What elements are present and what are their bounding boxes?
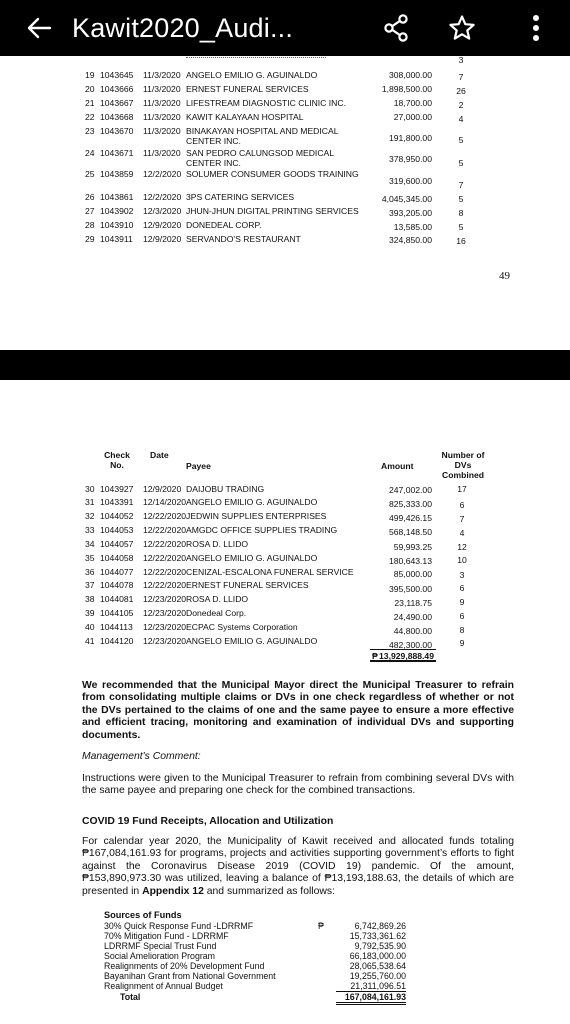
cell-text: ECPAC Systems Corporation [186,622,298,632]
cell-text: CENTER INC. [186,136,241,146]
cell-text: 18,700.00 [393,98,432,108]
column-header-date: Date [150,450,169,460]
cell-text: 11/3/2020 [143,112,181,122]
cell-text: 7 [458,72,464,82]
cell-text: 29 [85,234,95,244]
cell-text: 23 [85,126,95,136]
cell-text: 319,600.00 [388,176,432,186]
cell-text: 26 [85,192,95,202]
cell-text: 37 [85,580,95,590]
cell-text: 1044053 [100,525,134,535]
cell-text: 27 [85,206,95,216]
cell-text: 25 [85,169,95,179]
cell-text: 12/22/2020 [143,511,187,521]
cell-text: 33 [85,525,95,535]
cell-text: 85,000.00 [393,569,432,579]
cell-text: 44,800.00 [393,626,432,636]
sources-heading: Sources of Funds [104,910,182,920]
page-number: 49 [499,270,510,282]
cell-text: ROSA D. LLIDO [186,594,249,604]
cell-text: 1044058 [100,553,134,563]
cell-text: 1044113 [100,622,133,632]
source-row [104,961,414,971]
cell-text: 8 [458,208,464,218]
cell-text: SOLUMER CONSUMER GOODS TRAINING [186,169,359,179]
cell-text: 66,183,000.00 [349,951,406,961]
cell-text: 28 [85,220,95,230]
cell-text: 10 [457,555,467,565]
cell-text: 1043927 [100,484,134,494]
management-comment-text: Instructions were given to the Municipal Treasurer to refrain from combining several DVs with the same payee and preparing one check for the combined transactions. [82,773,514,797]
cell-text: JHUN-JHUN DIGITAL PRINTING SERVICES [186,206,359,216]
cell-text: 12/23/2020 [143,594,187,604]
cell-text: 30 [85,484,95,494]
cell-text: 12/3/2020 [143,206,182,216]
cell-text: 41 [85,636,95,646]
cell-text: 24,490.00 [393,612,432,622]
cell-text: 24 [85,148,95,158]
cell-text: 19 [85,70,95,80]
cell-text: JEDWIN SUPPLIES ENTERPRISES [186,511,327,521]
column-header-dvs: Number of DVs Combined [441,450,485,480]
cell-text: 9,792,535.90 [354,941,406,951]
document-title: Kawit2020_Audi... [72,12,294,43]
clipped-text-fragment [186,56,326,58]
pdf-page-49 [0,56,570,350]
cell-text: 1043391 [100,497,134,507]
cell-text: 26 [456,86,466,96]
cell-text: 482,300.00 [388,640,432,650]
star-icon [448,14,476,42]
cell-text: 5 [458,222,464,232]
cell-text: CENTER INC. [186,158,241,168]
cell-text: 3 [458,56,464,65]
cell-text: 1043861 [100,192,134,202]
cell-text: 9 [459,597,465,607]
cell-text: 6,742,869.26 [354,921,406,931]
cell-text: 23,118.75 [394,598,432,608]
cell-text: 6 [459,611,465,621]
source-row [104,921,414,931]
cell-text: 1043910 [100,220,134,230]
cell-text: 12/2/2020 [143,192,182,202]
cell-text: 324,850.00 [388,235,432,245]
cell-text: Bayanihan Grant from National Government [104,971,276,981]
cell-text: 1043668 [100,112,134,122]
cell-text: 21 [85,98,95,108]
cell-text: 1043902 [100,206,134,216]
cell-text: For calendar year 2020, the Municipality of Kawit received and allocated funds totaling ₱167,084,161.93 for programs, projects and activities supporting government’s efforts to fight against the Coronavirus Disease 2019 (COVID 19) pandemic. Of the amount, ₱153,890,973.30 was utilized, leaving a balance of ₱13,193,188.63, the details of which are presented in [82,836,514,897]
cell-text: LIFESTREAM DIAGNOSTIC CLINIC INC. [186,98,346,108]
cell-text: Total [120,992,141,1002]
cell-text: AMGDC OFFICE SUPPLIES TRADING [186,525,338,535]
covid-section-heading: COVID 19 Fund Receipts, Allocation and Utilization [82,816,334,827]
cell-text: 12/22/2020 [143,525,187,535]
cell-text: 15,733,361.62 [349,931,406,941]
cell-text: 180,643.13 [388,556,432,566]
cell-text: 12/22/2020 [143,539,187,549]
cell-text: 12/23/2020 [143,636,187,646]
cell-text: 191,800.00 [388,133,432,143]
cell-text: 17 [457,484,467,494]
cell-text: 12/23/2020 [143,608,187,618]
share-button[interactable] [374,0,418,56]
cell-text: 11/3/2020 [143,84,181,94]
cell-text: 5 [458,135,464,145]
cell-text: 12/22/2020 [143,567,187,577]
cell-text: 20 [85,84,95,94]
source-row [104,941,414,951]
cell-text: 4,045,345.00 [381,194,432,204]
cell-text: 12/23/2020 [143,622,187,632]
cell-text: 1044120 [100,636,134,646]
cell-text: 19,255,760.00 [349,971,406,981]
cell-text: DONEDEAL CORP. [186,220,262,230]
cell-text: 167,084,161.93 [336,992,406,1005]
cell-text: KAWIT KALAYAAN HOSPITAL [186,112,304,122]
cell-text: 38 [85,594,95,604]
cell-text: Realignment of Annual Budget [104,981,223,991]
cell-text: 5 [458,158,464,168]
cell-text: 12/9/2020 [143,234,182,244]
cell-text: 8 [459,625,465,635]
cell-text: 499,426.15 [388,513,432,523]
covid-paragraph [82,836,514,898]
cell-text: 308,000.00 [388,70,432,80]
cell-text: 31 [85,497,95,507]
share-icon [383,14,409,42]
cell-text: 1043670 [100,126,134,136]
cell-text: 393,205.00 [388,208,432,218]
cell-text: 21,311,096.51 [336,981,406,992]
cell-text: 3 [459,570,465,580]
cell-text: 7 [459,514,465,524]
cell-text: ₱ [372,651,378,661]
cell-text: 9 [459,638,465,648]
recommendation-paragraph: We recommended that the Municipal Mayor direct the Municipal Treasurer to refrain from consolidating multiple claims or DVs in one check regardless of whether or not the DVs pertained to the claims of one and the same payee to ensure a more effective and efficient tracing, monitoring and examination of individual DVs and supporting documents. [82,680,514,741]
cell-text: 1,898,500.00 [381,84,432,94]
cell-text: 70% Mitigation Fund - LDRRMF [104,931,229,941]
cell-text: 13,929,888.49 [379,651,434,661]
cell-text: 1044078 [100,580,134,590]
cell-text: 40 [85,622,95,632]
cell-text: 12 [457,542,467,552]
cell-text: 11/3/2020 [143,70,181,80]
cell-text: 36 [85,567,95,577]
cell-text: ₱ [318,921,324,931]
cell-text: 34 [85,539,95,549]
cell-text: 3PS CATERING SERVICES [186,192,295,202]
pdf-page-50 [0,380,570,1024]
cell-text: CENIZAL-ESCALONA FUNERAL SERVICE [186,567,354,577]
column-header-check-no: Check No. [104,450,130,470]
cell-text: 568,148.50 [388,527,432,537]
cell-text: 1044052 [100,511,134,521]
cell-text: 825,333.00 [388,499,432,509]
cell-text: ERNEST FUNERAL SERVICES [186,580,309,590]
cell-text: 22 [85,112,95,122]
cell-text: 11/3/2020 [143,126,181,136]
cell-text: 39 [85,608,95,618]
cell-text: 11/3/2020 [143,148,181,158]
cell-text: 1043911 [100,234,133,244]
cell-text: ANGELO EMILIO G. AGUINALDO [186,636,318,646]
cell-text: Appendix 12 [142,885,204,897]
cell-text: ROSA D. LLIDO [186,539,249,549]
cell-text: DAIJOBU TRADING [186,484,265,494]
source-row [104,981,414,991]
cell-text: 6 [459,500,465,510]
more-menu-button[interactable] [516,0,556,56]
management-comment-heading: Management's Comment: [82,751,201,762]
cell-text: 1044081 [100,594,134,604]
cell-text: 12/2/2020 [143,169,182,179]
cell-text: SERVANDO'S RESTAURANT [186,234,301,244]
more-vert-icon [532,14,540,42]
cell-text: 27,000.00 [393,112,432,122]
cell-text: 1043667 [100,98,134,108]
cell-text: 1043645 [100,70,134,80]
source-row [104,951,414,961]
cell-text: 1043859 [100,169,134,179]
sources-total-row [104,992,414,1002]
source-row [104,931,414,941]
cell-text: 30% Quick Response Fund -LDRRMF [104,921,254,931]
cell-text: 11/3/2020 [143,98,181,108]
star-button[interactable] [440,0,484,56]
cell-text: 395,500.00 [388,584,432,594]
cell-text: 59,993.25 [393,542,432,552]
cell-text: ANGELO EMILIO G. AGUINALDO [186,70,318,80]
back-button[interactable] [16,0,62,56]
cell-text: 1044105 [100,608,134,618]
app-bar [0,0,570,56]
cell-text: and summarized as follows: [203,885,335,897]
cell-text: 12/22/2020 [143,580,187,590]
cell-text: 4 [458,114,464,124]
cell-text: ANGELO EMILIO G. AGUINALDO [186,553,318,563]
cell-text: 28,065,538.64 [349,961,406,971]
cell-text: Social Amelioration Program [104,951,215,961]
cell-text: 1044057 [100,539,134,549]
source-row [104,971,414,981]
cell-text: 4 [459,528,465,538]
cell-text: 378,950.00 [388,154,432,164]
cell-text: LDRRMF Special Trust Fund [104,941,217,951]
cell-text: SAN PEDRO CALUNGSOD MEDICAL [186,148,335,158]
cell-text: 12/14/2020 [143,497,187,507]
cell-text: 1044077 [100,567,134,577]
arrow-left-icon [26,15,52,41]
cell-text: 12/22/2020 [143,553,187,563]
cell-text: Donedeal Corp. [186,608,247,618]
column-header-payee: Payee [186,461,211,471]
cell-text: 7 [458,180,464,190]
cell-text: 12/9/2020 [143,484,182,494]
cell-text: 5 [458,194,464,204]
cell-text: 12/9/2020 [143,220,182,230]
cell-text: 35 [85,553,95,563]
cell-text: 13,585.00 [393,222,432,232]
cell-text: ERNEST FUNERAL SERVICES [186,84,309,94]
cell-text: BINAKAYAN HOSPITAL AND MEDICAL [186,126,339,136]
cell-text: 16 [456,236,466,246]
cell-text: ANGELO EMILIO G. AGUINALDO [186,497,318,507]
cell-text: 32 [85,511,95,521]
cell-text: 2 [458,100,464,110]
column-header-amount: Amount [381,461,414,471]
cell-text: 1043666 [100,84,134,94]
cell-text: Realignments of 20% Development Fund [104,961,265,971]
cell-text: 247,002.00 [388,485,432,495]
cell-text: 6 [459,583,465,593]
table-total [370,649,436,662]
cell-text: 1043671 [100,148,134,158]
